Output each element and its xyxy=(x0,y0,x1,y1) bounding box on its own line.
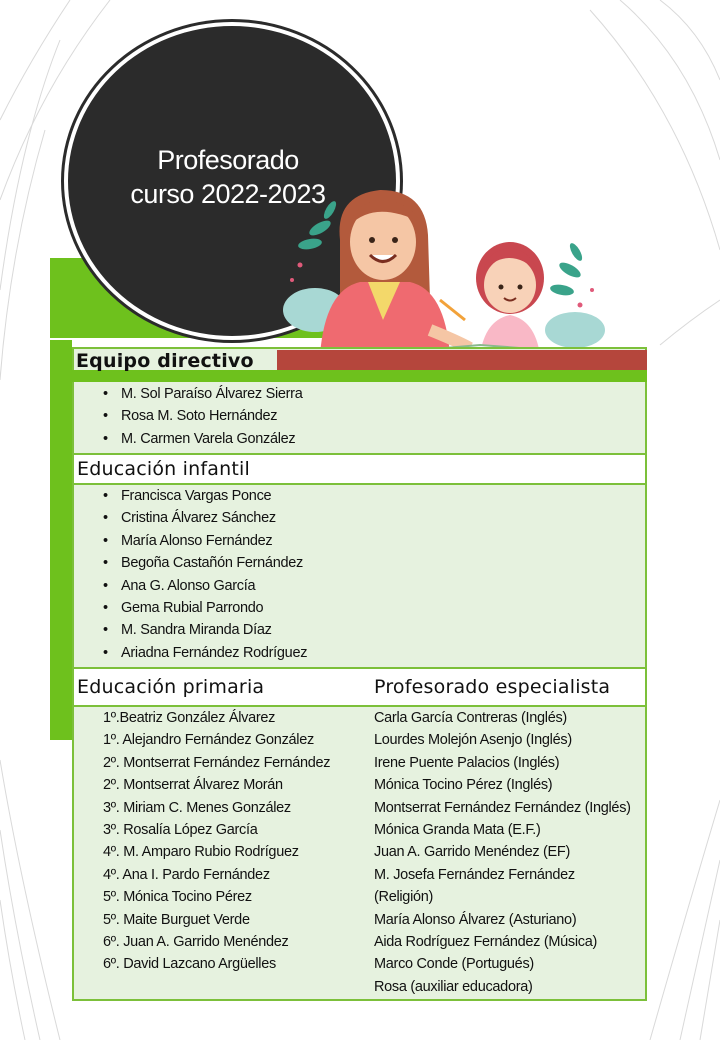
list-item: Marco Conde (Portugués) xyxy=(374,956,534,973)
green-accent-side xyxy=(50,340,72,740)
equipo-directivo-heading-text: Equipo directivo xyxy=(76,350,254,372)
list-item: 2º. Montserrat Álvarez Morán xyxy=(103,777,283,794)
list-item: • Cristina Álvarez Sánchez xyxy=(74,507,307,529)
list-item: • Gema Rubial Parrondo xyxy=(74,597,307,619)
list-item: • María Alonso Fernández xyxy=(74,530,307,552)
list-item: • Ariadna Fernández Rodríguez xyxy=(74,642,307,664)
educacion-primaria-heading: Educación primaria xyxy=(77,676,265,698)
educacion-infantil-header xyxy=(74,453,645,485)
list-item: 1º.Beatriz González Álvarez xyxy=(103,710,276,726)
list-item: M. Josefa Fernández Fernández xyxy=(374,866,575,883)
list-item: 5º. Mónica Tocino Pérez xyxy=(103,889,252,906)
list-item: Aida Rodríguez Fernández (Música) xyxy=(374,933,598,950)
list-item: • Begoña Castañón Fernández xyxy=(74,552,307,574)
list-item: 3º. Miriam C. Menes González xyxy=(103,799,291,816)
staff-list-card xyxy=(72,347,647,1001)
list-item: 1º. Alejandro Fernández González xyxy=(103,732,314,749)
primaria-especialista-header xyxy=(74,667,645,707)
title-line-2: curso 2022-2023 xyxy=(130,179,326,209)
profesorado-especialista-heading: Profesorado especialista xyxy=(374,676,611,698)
list-item: • Francisca Vargas Ponce xyxy=(74,485,307,507)
educacion-infantil-list xyxy=(74,485,307,664)
profesorado-especialista-list xyxy=(374,707,631,998)
equipo-directivo-list xyxy=(74,383,302,450)
list-item: Irene Puente Palacios (Inglés) xyxy=(374,754,560,771)
list-item: 2º. Montserrat Fernández Fernández xyxy=(103,754,331,771)
list-item: 5º. Maite Burguet Verde xyxy=(103,911,250,928)
title-line-1: Profesorado xyxy=(157,145,299,175)
educacion-primaria-list xyxy=(74,707,330,976)
list-item: Montserrat Fernández Fernández (Inglés) xyxy=(374,799,631,816)
desk-bar xyxy=(277,350,647,370)
list-item: 4º. M. Amparo Rubio Rodríguez xyxy=(103,844,299,861)
list-item: Mónica Granda Mata (E.F.) xyxy=(374,821,541,838)
list-item: 6º. Juan A. Garrido Menéndez xyxy=(103,933,289,950)
list-item: Carla García Contreras (Inglés) xyxy=(374,710,567,726)
list-item: • M. Sol Paraíso Álvarez Sierra xyxy=(74,383,302,405)
list-item: (Religión) xyxy=(374,889,434,906)
list-item: 6º. David Lazcano Argüelles xyxy=(103,956,276,973)
equipo-directivo-heading-overlay xyxy=(76,350,254,372)
list-item: • M. Carmen Varela González xyxy=(74,428,302,450)
list-item: 3º. Rosalía López García xyxy=(103,821,258,838)
list-item: Rosa (auxiliar educadora) xyxy=(374,978,533,995)
list-item: Lourdes Molejón Asenjo (Inglés) xyxy=(374,732,572,749)
list-item: 4º. Ana I. Pardo Fernández xyxy=(103,866,270,883)
list-item: Juan A. Garrido Menéndez (EF) xyxy=(374,844,571,861)
list-item: • Ana G. Alonso García xyxy=(74,575,307,597)
list-item: María Alonso Álvarez (Asturiano) xyxy=(374,911,577,928)
teacher-student-illustration xyxy=(280,180,610,370)
educacion-infantil-heading: Educación infantil xyxy=(77,458,250,480)
list-item: Mónica Tocino Pérez (Inglés) xyxy=(374,777,553,794)
list-item: • Rosa M. Soto Hernández xyxy=(74,405,302,427)
list-item: • M. Sandra Miranda Díaz xyxy=(74,619,307,641)
